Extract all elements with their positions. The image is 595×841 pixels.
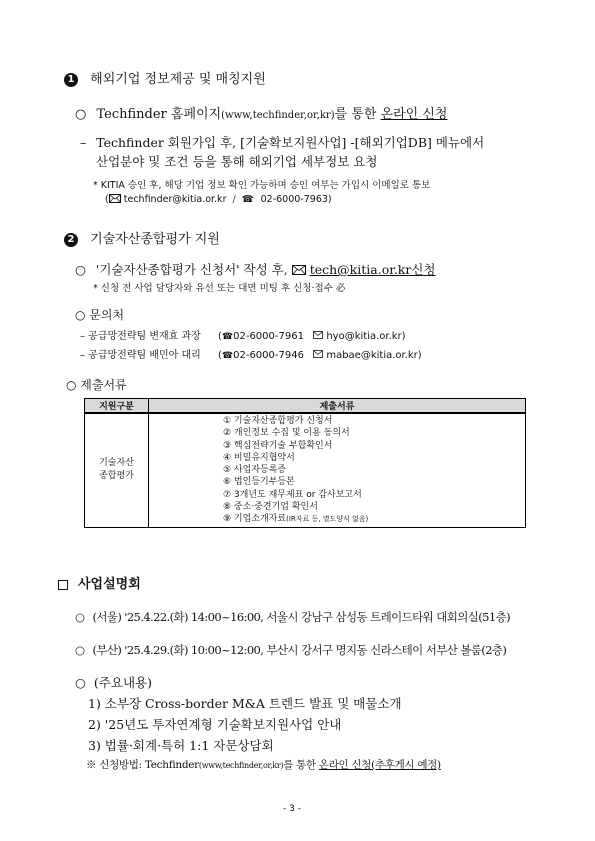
inquiry-title: ○ 문의처 bbox=[75, 308, 125, 322]
content-item: 2) '25년도 투자연계형 기술확보지원사업 안내 bbox=[88, 717, 342, 732]
contact-name: – 공급망전략팀 배민아 대리 bbox=[80, 350, 201, 361]
telephone-icon: ☎ bbox=[241, 194, 254, 205]
online-apply-link[interactable]: 온라인 신청 bbox=[380, 107, 448, 122]
apply-mid: 를 통한 bbox=[283, 759, 319, 771]
section-1-heading bbox=[64, 68, 266, 87]
s2-note: * 신청 전 사업 담당자와 유선 또는 대면 미팅 후 신청·접수 必 bbox=[93, 283, 346, 294]
s2-l1-suffix: 신청 bbox=[411, 262, 436, 277]
content-item: 1) 소부장 Cross-border M&A 트렌드 발표 및 매물소개 bbox=[88, 696, 402, 711]
section-number-1: 1 bbox=[64, 73, 78, 87]
contents-title-text: (주요내용) bbox=[93, 675, 152, 690]
envelope-icon bbox=[109, 194, 121, 205]
table-items-cell bbox=[149, 413, 526, 527]
table-header-row bbox=[85, 399, 526, 414]
s1-l1-text-b: 를 통한 bbox=[334, 107, 381, 122]
s1-l2-line1: Techfinder 회원가입 후, [기술확보지원사업] -[해외기업DB] 메뉴에서 bbox=[96, 135, 485, 150]
s1-note-1: * KITIA 승인 후, 해당 기업 정보 확인 가능하며 승인 여부는 가입시 이메일로 통보 bbox=[93, 180, 431, 191]
contact-phone: 02-6000-7961 bbox=[233, 331, 304, 342]
telephone-icon: ☎ bbox=[221, 351, 234, 361]
envelope-icon bbox=[313, 350, 323, 361]
list-item: ⑥ 법인등기부등본 bbox=[223, 477, 295, 488]
s2-l1-text: '기술자산종합평가 신청서' 작성 후, bbox=[95, 262, 292, 277]
online-apply-link-2[interactable]: 온라인 신청(추후게시 예정) bbox=[318, 759, 441, 771]
paren: ( bbox=[105, 194, 109, 205]
content-item: 3) 법률·회계·특허 1:1 자문상담회 bbox=[88, 738, 274, 753]
docs-title: ○ 제출서류 bbox=[66, 378, 127, 392]
apply-prefix: ※ 신청방법: Techfinder bbox=[86, 759, 199, 771]
table-header-category: 지원구분 bbox=[85, 399, 149, 414]
s2-line-1 bbox=[75, 260, 436, 278]
contact-phone: 02-6000-7946 bbox=[233, 350, 304, 361]
techfinder-email[interactable]: techfinder@kitia.or.kr bbox=[123, 194, 227, 205]
category-line-1: 기술자산 bbox=[99, 458, 134, 469]
table-category-cell bbox=[85, 413, 149, 527]
square-bullet-icon bbox=[58, 580, 68, 590]
bullet-circle: ○ bbox=[75, 675, 86, 690]
contact-1: – 공급망전략팀 변재효 과장 (☎02-6000-7961 hyo@kitia.or.kr) bbox=[80, 331, 406, 342]
item-9-text: ⑨ 기업소개자료 bbox=[223, 514, 287, 525]
item-9-note: (IR자료 등, 별도양식 없음) bbox=[286, 515, 369, 524]
documents-table bbox=[84, 398, 526, 528]
tech-email-link[interactable] bbox=[292, 262, 412, 277]
contents-title bbox=[75, 673, 152, 691]
envelope-icon bbox=[313, 331, 323, 342]
bullet-circle: ○ bbox=[75, 107, 87, 122]
list-item: ① 기술자산종합평가 신청서 bbox=[223, 416, 333, 426]
contact-email[interactable]: hyo@kitia.or.kr) bbox=[326, 331, 406, 342]
tech-email[interactable]: tech@kitia.or.kr bbox=[309, 262, 412, 277]
list-item bbox=[223, 513, 525, 525]
page-number: - 3 - bbox=[283, 804, 301, 814]
s1-line-2 bbox=[80, 133, 484, 151]
s1-l1-url: (www,techfinder,or,kr) bbox=[221, 110, 335, 121]
s1-line-1 bbox=[75, 103, 448, 122]
section-2-heading bbox=[64, 228, 220, 247]
seoul-session-text: (서울) '25.4.22.(화) 14:00~16:00, 서울시 강남구 삼성동 트레이드타워 대회의실(51층) bbox=[92, 610, 510, 624]
apply-method bbox=[86, 757, 441, 772]
busan-session-text: (부산) '25.4.29.(화) 10:00~12:00, 부산시 강서구 명지동 신라스테이 서부산 볼룸(2층) bbox=[92, 643, 507, 657]
table-header-docs: 제출서류 bbox=[149, 399, 526, 414]
s1-line-2b: 산업분야 및 조건 등을 통해 해외기업 세부정보 요청 bbox=[96, 154, 378, 169]
bullet-circle: ○ bbox=[75, 643, 85, 657]
section-3-title: 사업설명회 bbox=[78, 577, 141, 592]
list-item: ⑤ 사업자등록증 bbox=[223, 465, 287, 476]
list-item: ⑦ 3개년도 재무제표 or 감사보고서 bbox=[223, 489, 362, 500]
s1-l1-text-a: Techfinder 홈페이지 bbox=[96, 107, 222, 122]
bullet-circle: ○ bbox=[75, 262, 86, 277]
contact-2: – 공급망전략팀 배민아 대리 (☎02-6000-7946 mabae@kitia.or.kr) bbox=[80, 350, 422, 361]
s1-note-2 bbox=[105, 194, 332, 205]
contact-name: – 공급망전략팀 변재효 과장 bbox=[80, 331, 201, 342]
dash: – bbox=[80, 135, 87, 150]
separator: / bbox=[232, 194, 236, 205]
section-number-2: 2 bbox=[64, 233, 78, 247]
section-3-heading bbox=[58, 573, 141, 592]
telephone-icon: ☎ bbox=[221, 332, 234, 342]
contact-email[interactable]: mabae@kitia.or.kr) bbox=[326, 350, 422, 361]
seoul-session bbox=[75, 609, 510, 625]
category-line-2: 종합평가 bbox=[99, 471, 134, 482]
section-2-title: 기술자산종합평가 지원 bbox=[90, 232, 220, 247]
list-item: ⑧ 중소·중견기업 확인서 bbox=[223, 502, 318, 513]
list-item: ② 개인정보 수집 및 이용 동의서 bbox=[223, 428, 350, 439]
list-item: ④ 비밀유지협약서 bbox=[223, 452, 295, 463]
list-item: ③ 핵심전략기술 부합확인서 bbox=[223, 440, 333, 451]
envelope-icon bbox=[292, 265, 306, 275]
section-1-title: 해외기업 정보제공 및 매칭지원 bbox=[90, 72, 266, 87]
techfinder-phone: 02-6000-7963) bbox=[260, 194, 332, 205]
apply-url: (www,techfinder,or,kr) bbox=[198, 761, 284, 770]
bullet-circle: ○ bbox=[75, 610, 85, 624]
busan-session bbox=[75, 642, 506, 658]
table-row bbox=[85, 413, 526, 527]
